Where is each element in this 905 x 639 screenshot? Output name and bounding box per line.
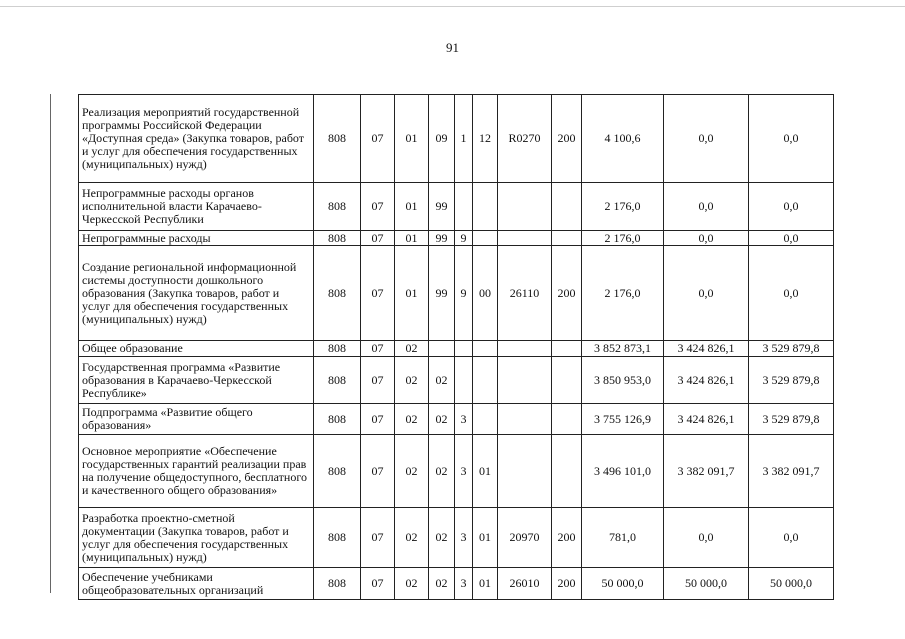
cell-sum-year-1: 3 850 953,0	[582, 357, 664, 404]
cell-subprogram: 9	[455, 231, 473, 246]
cell-pr: 01	[395, 95, 429, 183]
cell-event: 01	[473, 508, 498, 568]
cell-program: 99	[429, 183, 455, 231]
cell-rz: 07	[361, 246, 395, 341]
cell-sum-year-3: 3 529 879,8	[749, 357, 834, 404]
cell-subprogram	[455, 183, 473, 231]
cell-sum-year-3: 3 382 091,7	[749, 435, 834, 508]
cell-direction	[498, 231, 552, 246]
cell-sum-year-2: 0,0	[664, 95, 749, 183]
cell-pr: 02	[395, 568, 429, 600]
row-name: Основное мероприятие «Обеспечение государственных гарантий реализации прав на получение общедоступного, бесплатного и качественного общего образования»	[79, 435, 314, 508]
cell-sum-year-3: 50 000,0	[749, 568, 834, 600]
cell-program: 02	[429, 357, 455, 404]
cell-direction	[498, 183, 552, 231]
cell-program: 99	[429, 246, 455, 341]
cell-direction: 26010	[498, 568, 552, 600]
cell-program: 99	[429, 231, 455, 246]
cell-rz: 07	[361, 435, 395, 508]
cell-subprogram	[455, 357, 473, 404]
cell-sum-year-3: 0,0	[749, 508, 834, 568]
cell-expense-type: 200	[552, 246, 582, 341]
cell-ved: 808	[314, 568, 361, 600]
cell-program	[429, 341, 455, 357]
cell-sum-year-3: 3 529 879,8	[749, 404, 834, 435]
cell-direction	[498, 404, 552, 435]
cell-pr: 02	[395, 357, 429, 404]
row-name: Подпрограмма «Развитие общего образования»	[79, 404, 314, 435]
cell-sum-year-1: 4 100,6	[582, 95, 664, 183]
cell-rz: 07	[361, 183, 395, 231]
cell-direction	[498, 357, 552, 404]
cell-ved: 808	[314, 508, 361, 568]
cell-pr: 02	[395, 435, 429, 508]
cell-sum-year-1: 2 176,0	[582, 183, 664, 231]
cell-sum-year-3: 0,0	[749, 183, 834, 231]
cell-pr: 01	[395, 246, 429, 341]
cell-subprogram: 3	[455, 404, 473, 435]
cell-expense-type	[552, 404, 582, 435]
cell-sum-year-1: 3 755 126,9	[582, 404, 664, 435]
cell-program: 02	[429, 435, 455, 508]
row-name: Непрограммные расходы органов исполнительной власти Карачаево-Черкесской Республики	[79, 183, 314, 231]
cell-event	[473, 231, 498, 246]
cell-direction: R0270	[498, 95, 552, 183]
page-number: 91	[446, 40, 459, 55]
cell-event: 00	[473, 246, 498, 341]
cell-sum-year-1: 2 176,0	[582, 246, 664, 341]
cell-subprogram	[455, 341, 473, 357]
table-row	[79, 568, 834, 600]
cell-rz: 07	[361, 341, 395, 357]
cell-sum-year-2: 3 424 826,1	[664, 404, 749, 435]
cell-ved: 808	[314, 404, 361, 435]
cell-ved: 808	[314, 435, 361, 508]
cell-pr: 02	[395, 508, 429, 568]
cell-direction: 26110	[498, 246, 552, 341]
cell-rz: 07	[361, 231, 395, 246]
cell-event	[473, 183, 498, 231]
table-row	[79, 341, 834, 357]
cell-expense-type	[552, 183, 582, 231]
table-row	[79, 435, 834, 508]
cell-sum-year-2: 0,0	[664, 508, 749, 568]
cell-subprogram: 3	[455, 508, 473, 568]
row-name: Обеспечение учебниками общеобразовательных организаций	[79, 568, 314, 600]
cell-sum-year-2: 3 424 826,1	[664, 341, 749, 357]
cell-pr: 02	[395, 404, 429, 435]
table-row	[79, 183, 834, 231]
row-name: Создание региональной информационной системы доступности дошкольного образования (Закупка товаров, работ и услуг для обеспечения государственных (муниципальных) нужд)	[79, 246, 314, 341]
cell-sum-year-3: 0,0	[749, 95, 834, 183]
cell-expense-type: 200	[552, 508, 582, 568]
cell-rz: 07	[361, 404, 395, 435]
cell-event: 01	[473, 568, 498, 600]
cell-pr: 02	[395, 341, 429, 357]
table-row	[79, 95, 834, 183]
budget-table	[78, 94, 834, 600]
cell-sum-year-2: 0,0	[664, 183, 749, 231]
cell-pr: 01	[395, 231, 429, 246]
cell-event	[473, 404, 498, 435]
cell-ved: 808	[314, 246, 361, 341]
cell-expense-type	[552, 435, 582, 508]
cell-expense-type	[552, 357, 582, 404]
table-row	[79, 357, 834, 404]
cell-ved: 808	[314, 183, 361, 231]
cell-sum-year-2: 3 424 826,1	[664, 357, 749, 404]
cell-pr: 01	[395, 183, 429, 231]
row-name: Реализация мероприятий государственной программы Российской Федерации «Доступная среда» (Закупка товаров, работ и услуг для обеспечения государственных (муниципальных) нужд)	[79, 95, 314, 183]
top-scan-edge	[0, 6, 905, 7]
cell-subprogram: 9	[455, 246, 473, 341]
cell-rz: 07	[361, 357, 395, 404]
cell-event	[473, 357, 498, 404]
cell-sum-year-3: 3 529 879,8	[749, 341, 834, 357]
cell-ved: 808	[314, 341, 361, 357]
cell-subprogram: 3	[455, 568, 473, 600]
cell-event: 01	[473, 435, 498, 508]
cell-ved: 808	[314, 357, 361, 404]
cell-sum-year-2: 3 382 091,7	[664, 435, 749, 508]
cell-sum-year-3: 0,0	[749, 231, 834, 246]
row-name: Общее образование	[79, 341, 314, 357]
cell-rz: 07	[361, 95, 395, 183]
cell-sum-year-2: 0,0	[664, 246, 749, 341]
row-name: Государственная программа «Развитие образования в Карачаево-Черкесской Республике»	[79, 357, 314, 404]
cell-program: 02	[429, 404, 455, 435]
table-row	[79, 508, 834, 568]
cell-sum-year-2: 0,0	[664, 231, 749, 246]
cell-sum-year-1: 3 496 101,0	[582, 435, 664, 508]
cell-event: 12	[473, 95, 498, 183]
cell-subprogram: 3	[455, 435, 473, 508]
cell-ved: 808	[314, 95, 361, 183]
left-scan-edge	[50, 94, 51, 593]
cell-program: 02	[429, 508, 455, 568]
cell-sum-year-1: 3 852 873,1	[582, 341, 664, 357]
row-name: Разработка проектно-сметной документации (Закупка товаров, работ и услуг для обеспечения государственных (муниципальных) нужд)	[79, 508, 314, 568]
cell-sum-year-2: 50 000,0	[664, 568, 749, 600]
cell-expense-type: 200	[552, 95, 582, 183]
cell-event	[473, 341, 498, 357]
cell-subprogram: 1	[455, 95, 473, 183]
cell-sum-year-1: 50 000,0	[582, 568, 664, 600]
table-row	[79, 404, 834, 435]
cell-rz: 07	[361, 508, 395, 568]
cell-expense-type: 200	[552, 568, 582, 600]
cell-expense-type	[552, 341, 582, 357]
cell-sum-year-1: 781,0	[582, 508, 664, 568]
cell-sum-year-3: 0,0	[749, 246, 834, 341]
row-name: Непрограммные расходы	[79, 231, 314, 246]
cell-direction	[498, 435, 552, 508]
cell-ved: 808	[314, 231, 361, 246]
cell-expense-type	[552, 231, 582, 246]
cell-sum-year-1: 2 176,0	[582, 231, 664, 246]
cell-direction	[498, 341, 552, 357]
table-row	[79, 231, 834, 246]
cell-rz: 07	[361, 568, 395, 600]
cell-program: 09	[429, 95, 455, 183]
table-row	[79, 246, 834, 341]
cell-direction: 20970	[498, 508, 552, 568]
cell-program: 02	[429, 568, 455, 600]
